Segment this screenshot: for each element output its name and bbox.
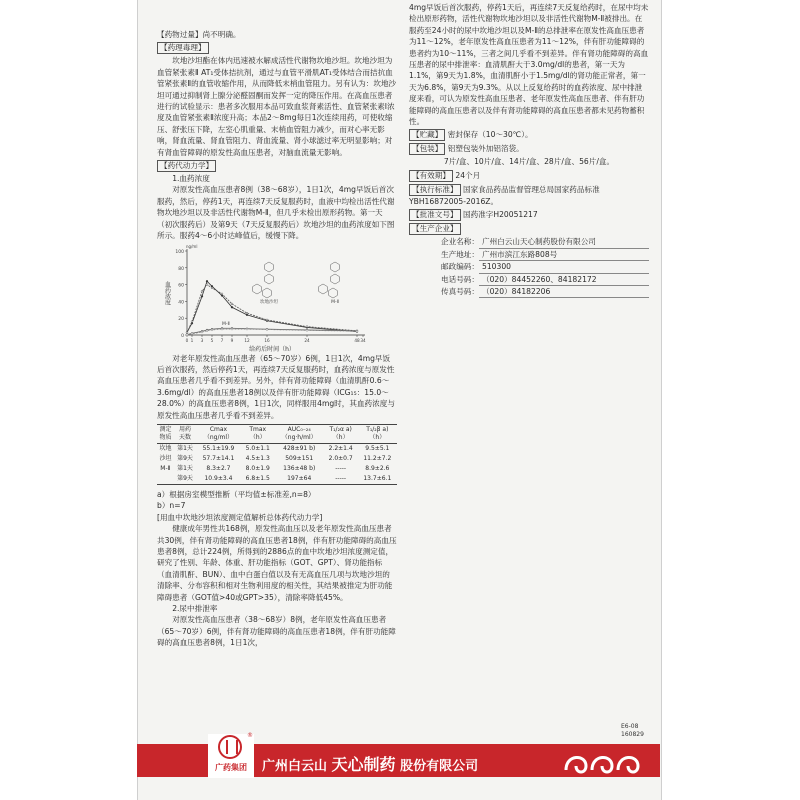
manufacturer-row (409, 286, 649, 298)
manufacturer-row (409, 236, 649, 248)
pk-table (157, 424, 397, 485)
pk-cell: 9.5±5.1 (365, 444, 390, 452)
company-name-c: 股份有限公司 (395, 759, 479, 774)
pk-cell: 2.2±1.4 (328, 444, 353, 452)
pk-cell: 57.7±14.1 (202, 454, 235, 462)
pk-cell: ----- (324, 474, 358, 485)
pk-cell: 坎地 (159, 444, 172, 452)
urine-heading: 2.尿中排泄率 (172, 604, 218, 613)
section-approval: 【批准文号】 (409, 209, 461, 221)
data-point (306, 325, 308, 327)
y-axis-label: 血药浓度 (163, 280, 171, 305)
pk-header-cell: T₁/₂α a) （h） (324, 424, 358, 443)
pk-header-cell: 用药 天数 (174, 424, 196, 443)
x-tick-label: 24 (304, 337, 310, 343)
pk-cell: 6.8±1.5 (241, 474, 275, 485)
registered-mark: ® (247, 732, 253, 739)
standard-text: 国家食品药品监督管理总局国家药品标准YBH16872005-2016Z。 (409, 184, 600, 206)
x-tick-label: 3 (200, 337, 204, 343)
x-tick-label: 12 (244, 337, 250, 343)
structure-label-2: M-Ⅱ (331, 299, 339, 305)
structure-ring-icon (253, 284, 262, 294)
pk-table-header (157, 424, 397, 443)
decorative-swirl-icon (558, 748, 648, 776)
population-pk-text: 健康成年男性共168例，原发性高血压以及老年原发性高血压患者共30例，伴有肾功能障碍的高血压患者18例，伴有肝功能障碍的高血压患者8例，总计224例，所得到的2886点的血中坎地沙坦浓度测定值，研究了性别、年龄、体重、肝功能指标（GOT、GPT）、肾功能指标（血清肌酐、BUN）、血中白蛋白值以及有无高血压几项与坎地沙坦的清除率、分布容积和相对生物利用度的相关性，其结果被推定为肝功能障碍患者（GOT值>40或GPT>35），清除率降低45%。 (157, 524, 397, 602)
x-tick-label: 9 (230, 337, 234, 343)
manufacturer-row (409, 274, 649, 286)
x-tick-label: 16 (264, 337, 270, 343)
data-point (211, 287, 213, 289)
data-point (206, 329, 208, 331)
x-tick-label: 34 (360, 337, 366, 343)
pk-cell: 11.2±7.2 (363, 454, 392, 462)
pk-cell: 428±91 b) (283, 444, 316, 452)
section-pharmacokinetics: 【药代动力学】 (157, 160, 216, 172)
gpc-logo-icon (218, 735, 242, 759)
pk-table-body (157, 443, 397, 484)
left-column (157, 28, 397, 649)
x-tick-label: 0 (185, 337, 189, 343)
pk-header-cell: Tmax （h） (241, 424, 275, 443)
company-name (262, 752, 478, 775)
section-manufacturer: 【生产企业】 (409, 223, 461, 235)
population-pk-heading: [用血中坎地沙坦浓度测定值解析总体药代动力学] (157, 512, 323, 522)
urine-text-continued: 4mg早饭后首次服药，停药1天后，再连续7天反复给药时，在尿中均未检出原形药物，活性代谢物坎地沙坦以及非活性代谢物M-Ⅱ被排出。在服药至24小时的尿中坎地沙坦以及M-Ⅱ的总排泄率在原发性高血压患者为11～12%，老年原发性高血压患者为11～12%，伴有肝功能障碍的患者约为10～11%，三者之间几乎看不到差异。伴有肾功能障碍的高血压患者的尿中排泄率：血清肌酐大于3.0mg/dl的患者，第一天为1.1%，第9天为1.8%，血清肌酐小于1.5mg/dl的肾功能正常者，第一天为6.8%，第9天为9.3%。从以上反复给药时的血药浓度、尿中排泄度来看，可认为原发性高血压患者、老年原发性高血压患者、伴有肝功能障碍的高血压患者以及伴有肾功能障碍的高血压患者都未见药物蓄积性。 (409, 3, 649, 127)
y-tick-label: 20 (178, 316, 184, 322)
pk-header-cell: AUC₀₋₂₄ （ng·h/ml） (275, 424, 324, 443)
manufacturer-value: （020）84452260、84182172 (479, 274, 649, 286)
pk-cell (157, 474, 174, 485)
y-tick-label: 40 (178, 299, 184, 305)
manufacturer-value: 510300 (479, 261, 649, 273)
y-unit-label: ng/ml (186, 243, 198, 249)
pk-header-cell: 测定 物质 (157, 424, 174, 443)
structure-ring-icon (265, 262, 274, 272)
pk-cell: 2.0±0.7 (328, 454, 353, 462)
structure-ring-icon (263, 288, 272, 298)
overdose-line (157, 29, 397, 40)
m2-series-label: M-Ⅱ (222, 321, 230, 327)
pk-cell: ----- (335, 464, 347, 472)
company-name-a: 广州白云山 (262, 759, 332, 774)
manufacturer-info (409, 236, 649, 298)
note-b: b）n=7 (157, 501, 186, 511)
manufacturer-value: 广州白云山天心制药股份有限公司 (479, 236, 649, 248)
structure-ring-icon (265, 274, 274, 284)
data-point (186, 333, 188, 335)
manufacturer-row (409, 261, 649, 273)
section-validity: 【有效期】 (409, 170, 453, 182)
table-row (157, 464, 397, 474)
approval-text: 国药准字H20051217 (462, 210, 538, 220)
data-point (356, 330, 358, 332)
plasma-text: 对原发性高血压患者8例（38～68岁），1日1次，4mg早饭后首次服药，然后，停药1天，再连续7天反复服药时，血液中均检出活性代谢物坎地沙坦以及非活性代谢物M-Ⅱ，但几乎未检出原形药物。第一天（初次服药后）及第9天（7天反复服药后）坎地沙坦的血药浓度如下图所示。服药4～6小时达峰值后，缓慢下降。 (157, 185, 395, 241)
manufacturer-key: 邮政编码： (441, 262, 479, 272)
pk-cell: 第9天 (174, 474, 196, 485)
print-codes (621, 723, 644, 739)
data-point (246, 312, 248, 314)
package-text: 铝塑包装外加铝箔袋。 (447, 144, 524, 154)
x-tick-label: 1 (190, 337, 194, 343)
table-row (157, 454, 397, 464)
pk-cell: 第1天 (177, 444, 193, 452)
x-axis-label: 给药后时间（h） (249, 345, 295, 353)
data-point (306, 329, 308, 331)
structure-label-1: 坎地沙坦 (260, 299, 278, 305)
pk-cell: M-Ⅱ (160, 464, 171, 472)
validity-text: 24个月 (455, 170, 481, 180)
manufacturer-row (409, 249, 649, 261)
data-point (266, 318, 268, 320)
section-package: 【包装】 (409, 143, 445, 155)
x-tick-label: 48 (354, 337, 360, 343)
pk-cell: 沙坦 (159, 454, 172, 462)
pk-cell: 136±48 b) (283, 464, 316, 472)
y-tick-label: 80 (178, 266, 184, 272)
manufacturer-key: 生产地址： (441, 249, 479, 259)
data-point (246, 328, 248, 330)
logo-text: 广药集团 (215, 763, 247, 772)
table-row (157, 443, 397, 454)
pk-header-cell: T₁/₂β a) （h） (358, 424, 397, 443)
y-tick-label: 0 (181, 333, 184, 339)
elderly-text: 对老年原发性高血压患者（65～70岁）6例，1日1次，4mg早饭后首次服药，然后停药1天，再连续7天反复服药时，血药浓度与原发性高血压患者几乎看不到差异。另外，伴有肾功能障碍（血清肌酐0.6～3.6mg/dl）的高血压患者18例以及伴有肝功能障碍（ICG₁₅：15.0～28.0%）的高血压患者8例，1日1次，同样服用4mg时，其血药浓度与原发性高血压患者几乎看不到差异。 (157, 353, 395, 420)
pk-cell: 55.1±19.9 (202, 444, 235, 452)
manufacturer-key: 传真号码： (441, 286, 479, 296)
plasma-heading: 1.血药浓度 (172, 174, 210, 184)
pk-cell: 8.9±2.6 (365, 464, 390, 472)
pk-cell: 第1天 (177, 464, 193, 472)
print-code-2: 160829 (621, 731, 644, 738)
y-tick-label: 60 (178, 283, 184, 289)
x-tick-label: 5 (210, 337, 214, 343)
section-pharmacology: 【药理毒理】 (157, 42, 209, 54)
pk-cell: 第9天 (177, 454, 193, 462)
data-point (221, 292, 223, 294)
structure-ring-icon (331, 262, 340, 272)
manufacturer-value: 广州市滨江东路808号 (479, 249, 649, 261)
data-point (206, 283, 208, 285)
data-point (201, 295, 203, 297)
structure-ring-icon (329, 288, 338, 298)
pk-cell: 8.3±2.7 (206, 464, 231, 472)
company-name-b: 天心制药 (331, 755, 396, 774)
package-sizes: 7片/盒、10片/盒、14片/盒、28片/盒、56片/盒。 (443, 157, 615, 167)
data-point (191, 332, 193, 334)
data-point (201, 331, 203, 333)
pk-cell: 8.0±1.9 (245, 464, 270, 472)
urine-text: 对原发性高血压患者（38～68岁）8例，老年原发性高血压患者（65～70岁）6例，伴有肾功能障碍的高血压患者18例，伴有肝功能障碍的高血压患者8例，1日1次， (157, 615, 396, 648)
data-point (231, 306, 233, 308)
x-tick-label: 7 (220, 337, 224, 343)
section-storage: 【贮藏】 (409, 129, 445, 141)
data-point (186, 331, 188, 333)
y-tick-label: 100 (175, 249, 184, 255)
data-point (221, 328, 223, 330)
data-point (231, 328, 233, 330)
print-code-1: E6-08 (621, 723, 639, 730)
data-point (201, 290, 203, 292)
structure-ring-icon (331, 274, 340, 284)
pk-cell: 197±64 (275, 474, 324, 485)
data-point (231, 303, 233, 305)
right-column (409, 2, 649, 298)
pk-cell: 13.7±6.1 (358, 474, 397, 485)
table-row (157, 474, 397, 485)
data-point (206, 280, 208, 282)
manufacturer-key: 企业名称： (441, 237, 479, 247)
pk-cell: 4.5±1.3 (245, 454, 270, 462)
data-point (211, 329, 213, 331)
manufacturer-key: 电话号码： (441, 274, 479, 284)
data-point (266, 328, 268, 330)
concentration-chart-svg (157, 243, 397, 353)
pk-cell: 509±151 (285, 454, 314, 462)
storage-text: 密封保存（10～30℃）。 (447, 130, 533, 140)
note-a: a）根据房室模型推断（平均值±标准差,n=8） (157, 489, 316, 499)
manufacturer-value: （020）84182206 (479, 286, 649, 298)
pk-header-cell: Cmax （ng/ml） (196, 424, 241, 443)
pk-cell: 10.9±3.4 (196, 474, 241, 485)
series-line (187, 284, 357, 332)
structure-ring-icon (319, 284, 328, 294)
pk-cell: 5.0±1.1 (245, 444, 270, 452)
concentration-chart (157, 243, 397, 353)
data-point (191, 320, 193, 322)
overdose-text: 【药物过量】尚不明确。 (157, 30, 241, 39)
section-standard: 【执行标准】 (409, 184, 461, 196)
pharmacology-text: 坎地沙坦酯在体内迅速被水解成活性代谢物坎地沙坦。坎地沙坦为血管紧张素Ⅱ AT₁受体拮抗剂，通过与血管平滑肌AT₁受体结合而拮抗血管紧张素Ⅱ的血管收缩作用，从而降低末梢血管阻力。另有认为：坎地沙坦可通过抑制肾上腺分泌醛固酮而发挥一定的降压作用。在高血压患者进行的试验显示：患者多次服用本品可致血浆肾素活性、血管紧张素Ⅰ浓度及血管紧张素Ⅱ浓度升高；本品2～8mg每日1次连续用药，可使收缩压、舒张压下降，左室心肌重量、末梢血管阻力减少，而对心率无影响，肾血流量、肾血管阻力、肾血流量、肾小球滤过率无明显影响；对有肾血管障碍的原发性高血压患者，对脑血流量无影响。 (157, 56, 397, 157)
